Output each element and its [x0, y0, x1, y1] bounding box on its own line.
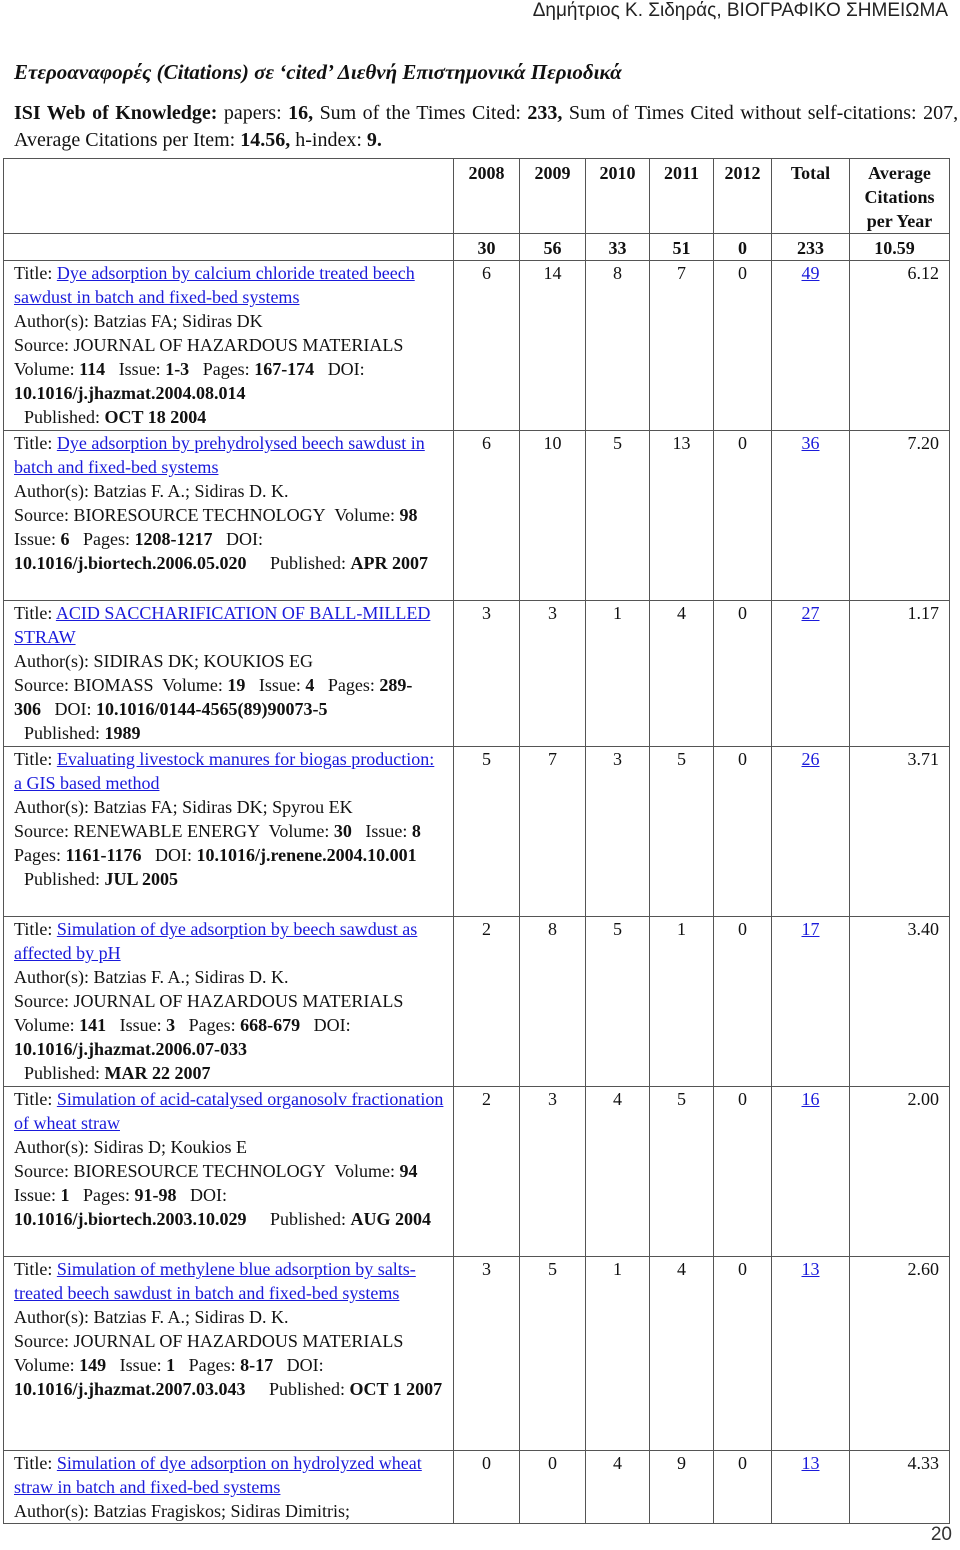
title-label: Title: [14, 1453, 53, 1473]
year-count-cell: 4 [650, 601, 714, 747]
year-count-cell: 6 [454, 261, 520, 431]
page-header: Δημήτριος Κ. Σιδηράς, ΒΙΟΓΡΑΦΙΚΟ ΣΗΜΕΙΩΜΑ [532, 0, 948, 21]
table-row [4, 1451, 950, 1524]
table-row [4, 601, 950, 747]
article-title-link[interactable]: Simulation of methylene blue adsorption by salts-treated beech sawdust in batch and fixed-bed systems [14, 1259, 416, 1303]
total-2008: 30 [454, 234, 520, 261]
year-count-cell: 0 [520, 1451, 586, 1524]
total-times-cited-link[interactable]: 26 [801, 749, 820, 769]
year-count-cell: 3 [586, 747, 650, 917]
total-times-cited-link[interactable]: 49 [801, 263, 820, 283]
year-count-cell: 0 [714, 261, 772, 431]
article-cell [4, 1257, 454, 1451]
total-times-cited-link[interactable]: 17 [801, 919, 820, 939]
total-total: 233 [772, 234, 850, 261]
total-times-cited-link[interactable]: 13 [801, 1453, 820, 1473]
total-cell [772, 747, 850, 917]
title-label: Title: [14, 263, 53, 283]
article-source: Source: BIORESOURCE TECHNOLOGY Volume: 98 Issue: 6 Pages: 1208-1217 DOI: 10.1016/j.biortech.2006.05.020 Published: APR 2007 [14, 505, 428, 573]
article-source: Source: JOURNAL OF HAZARDOUS MATERIALS Volume: 141 Issue: 3 Pages: 668-679 DOI: 10.1016/j.jhazmat.2006.07-033 Published: MAR 22 2007 [14, 991, 404, 1083]
year-count-cell: 3 [520, 601, 586, 747]
year-count-cell: 6 [454, 431, 520, 601]
article-authors: Author(s): Batzias FA; Sidiras DK; Spyrou EK [14, 797, 353, 817]
col-total: Total [772, 159, 850, 234]
year-count-cell: 7 [520, 747, 586, 917]
total-times-cited-link[interactable]: 13 [801, 1259, 820, 1279]
year-count-cell: 1 [650, 917, 714, 1087]
header-blank [4, 159, 454, 234]
article-title-line [14, 917, 445, 965]
year-count-cell: 10 [520, 431, 586, 601]
year-count-cell: 7 [650, 261, 714, 431]
total-cell [772, 601, 850, 747]
title-label: Title: [14, 433, 53, 453]
published: Published: JUL 2005 [24, 869, 179, 889]
year-count-cell: 5 [520, 1257, 586, 1451]
article-title-link[interactable]: Dye adsorption by calcium chloride treated beech sawdust in batch and fixed-bed systems [14, 263, 415, 307]
year-count-cell: 4 [650, 1257, 714, 1451]
total-cell [772, 261, 850, 431]
year-count-cell: 8 [586, 261, 650, 431]
year-count-cell: 0 [714, 601, 772, 747]
article-title-line [14, 261, 445, 309]
col-2011: 2011 [650, 159, 714, 234]
average-cell: 2.00 [850, 1087, 950, 1257]
col-2009: 2009 [520, 159, 586, 234]
year-count-cell: 3 [454, 601, 520, 747]
year-count-cell: 0 [454, 1451, 520, 1524]
section-title: Ετεροαναφορές (Citations) σε ‘cited’ Διεθνή Επιστημονικά Περιοδικά [14, 60, 622, 84]
published: Published: 1989 [24, 723, 141, 743]
article-title-line [14, 601, 445, 649]
year-count-cell: 0 [714, 747, 772, 917]
article-cell [4, 1451, 454, 1524]
article-title-line [14, 747, 445, 795]
article-source: Source: BIORESOURCE TECHNOLOGY Volume: 94 Issue: 1 Pages: 91-98 DOI: 10.1016/j.biortech.2003.10.029 Published: AUG 2004 [14, 1161, 431, 1229]
published: Published: OCT 1 2007 [268, 1379, 443, 1399]
year-count-cell: 0 [714, 1257, 772, 1451]
total-times-cited-link[interactable]: 36 [801, 433, 820, 453]
average-cell: 2.60 [850, 1257, 950, 1451]
total-2010: 33 [586, 234, 650, 261]
year-count-cell: 0 [714, 917, 772, 1087]
article-authors: Author(s): SIDIRAS DK; KOUKIOS EG [14, 651, 313, 671]
article-authors: Author(s): Batzias F. A.; Sidiras D. K. [14, 1307, 289, 1327]
title-label: Title: [14, 749, 53, 769]
table-row [4, 1257, 950, 1451]
year-count-cell: 9 [650, 1451, 714, 1524]
year-count-cell: 5 [650, 747, 714, 917]
total-cell [772, 431, 850, 601]
title-label: Title: [14, 1089, 53, 1109]
total-2009: 56 [520, 234, 586, 261]
published: Published: APR 2007 [269, 553, 428, 573]
year-count-cell: 2 [454, 1087, 520, 1257]
table-row [4, 917, 950, 1087]
total-2012: 0 [714, 234, 772, 261]
average-cell: 3.71 [850, 747, 950, 917]
year-count-cell: 8 [520, 917, 586, 1087]
published: Published: MAR 22 2007 [24, 1063, 211, 1083]
article-cell [4, 601, 454, 747]
average-cell: 1.17 [850, 601, 950, 747]
table-row [4, 261, 950, 431]
table-row [4, 431, 950, 601]
year-count-cell: 14 [520, 261, 586, 431]
col-average: Average Citations per Year [850, 159, 950, 234]
article-cell [4, 1087, 454, 1257]
citations-table [3, 158, 950, 1524]
article-source: Source: BIOMASS Volume: 19 Issue: 4 Pages: 289-306 DOI: 10.1016/0144-4565(89)90073-5 Published: 1989 [14, 675, 413, 743]
total-cell [772, 1257, 850, 1451]
article-title-link[interactable]: Evaluating livestock manures for biogas production: a GIS based method [14, 749, 435, 793]
published: Published: OCT 18 2004 [24, 407, 207, 427]
article-title-link[interactable]: Dye adsorption by prehydrolysed beech sawdust in batch and fixed-bed systems [14, 433, 425, 477]
year-count-cell: 13 [650, 431, 714, 601]
year-count-cell: 4 [586, 1451, 650, 1524]
year-count-cell: 5 [454, 747, 520, 917]
average-cell: 7.20 [850, 431, 950, 601]
totals-blank [4, 234, 454, 261]
article-cell [4, 747, 454, 917]
total-cell [772, 917, 850, 1087]
col-2010: 2010 [586, 159, 650, 234]
page-number: 20 [930, 1524, 952, 1545]
title-label: Title: [14, 603, 53, 623]
isi-label: ISI Web of Knowledge: [14, 102, 218, 124]
article-source: Source: JOURNAL OF HAZARDOUS MATERIALS Volume: 114 Issue: 1-3 Pages: 167-174 DOI: 10.1016/j.jhazmat.2004.08.014 Published: OCT 18 2004 [14, 335, 404, 427]
article-cell [4, 261, 454, 431]
year-count-cell: 2 [454, 917, 520, 1087]
average-cell: 6.12 [850, 261, 950, 431]
article-authors: Author(s): Batzias F. A.; Sidiras D. K. [14, 967, 289, 987]
col-2008: 2008 [454, 159, 520, 234]
total-times-cited-link[interactable]: 27 [801, 603, 820, 623]
total-cell [772, 1451, 850, 1524]
title-label: Title: [14, 919, 53, 939]
total-cell [772, 1087, 850, 1257]
header-row [4, 159, 950, 234]
year-count-cell: 3 [454, 1257, 520, 1451]
total-2011: 51 [650, 234, 714, 261]
year-count-cell: 0 [714, 1087, 772, 1257]
col-2012: 2012 [714, 159, 772, 234]
year-count-cell: 4 [586, 1087, 650, 1257]
year-count-cell: 1 [586, 1257, 650, 1451]
article-authors: Author(s): Sidiras D; Koukios E [14, 1137, 247, 1157]
total-times-cited-link[interactable]: 16 [801, 1089, 820, 1109]
isi-summary: ISI Web of Knowledge: papers: 16, Sum of the Times Cited: 233, Sum of Times Cited without self-citations: 207, Average Citations per Item: 14.56, h-index: 9. [14, 102, 959, 151]
totals-row [4, 234, 950, 261]
article-title-line [14, 1257, 445, 1305]
average-cell: 4.33 [850, 1451, 950, 1524]
article-title-link[interactable]: ACID SACCHARIFICATION OF BALL-MILLED STRAW [14, 603, 431, 647]
year-count-cell: 0 [714, 431, 772, 601]
table-row [4, 747, 950, 917]
published: Published: AUG 2004 [269, 1209, 431, 1229]
article-source: Source: JOURNAL OF HAZARDOUS MATERIALS Volume: 149 Issue: 1 Pages: 8-17 DOI: 10.1016/j.jhazmat.2007.03.043 Published: OCT 1 2007 [14, 1331, 443, 1399]
article-authors: Author(s): Batzias F. A.; Sidiras D. K. [14, 481, 289, 501]
article-cell [4, 431, 454, 601]
year-count-cell: 5 [586, 917, 650, 1087]
title-label: Title: [14, 1259, 53, 1279]
article-title-link[interactable]: Simulation of dye adsorption by beech sawdust as affected by pH [14, 919, 418, 963]
article-cell [4, 917, 454, 1087]
year-count-cell: 1 [586, 601, 650, 747]
year-count-cell: 5 [586, 431, 650, 601]
total-average: 10.59 [850, 234, 950, 261]
year-count-cell: 3 [520, 1087, 586, 1257]
article-title-line [14, 1451, 445, 1499]
average-cell: 3.40 [850, 917, 950, 1087]
article-authors: Author(s): Batzias Fragiskos; Sidiras Dimitris; [14, 1501, 350, 1521]
year-count-cell: 5 [650, 1087, 714, 1257]
article-title-link[interactable]: Simulation of acid-catalysed organosolv fractionation of wheat straw [14, 1089, 444, 1133]
article-authors: Author(s): Batzias FA; Sidiras DK [14, 311, 263, 331]
article-title-line [14, 1087, 445, 1135]
article-title-link[interactable]: Simulation of dye adsorption on hydrolyzed wheat straw in batch and fixed-bed systems [14, 1453, 422, 1497]
article-source: Source: RENEWABLE ENERGY Volume: 30 Issue: 8 Pages: 1161-1176 DOI: 10.1016/j.renene.2004.10.001 Published: JUL 2005 [14, 821, 421, 889]
year-count-cell: 0 [714, 1451, 772, 1524]
article-title-line [14, 431, 445, 479]
table-row [4, 1087, 950, 1257]
